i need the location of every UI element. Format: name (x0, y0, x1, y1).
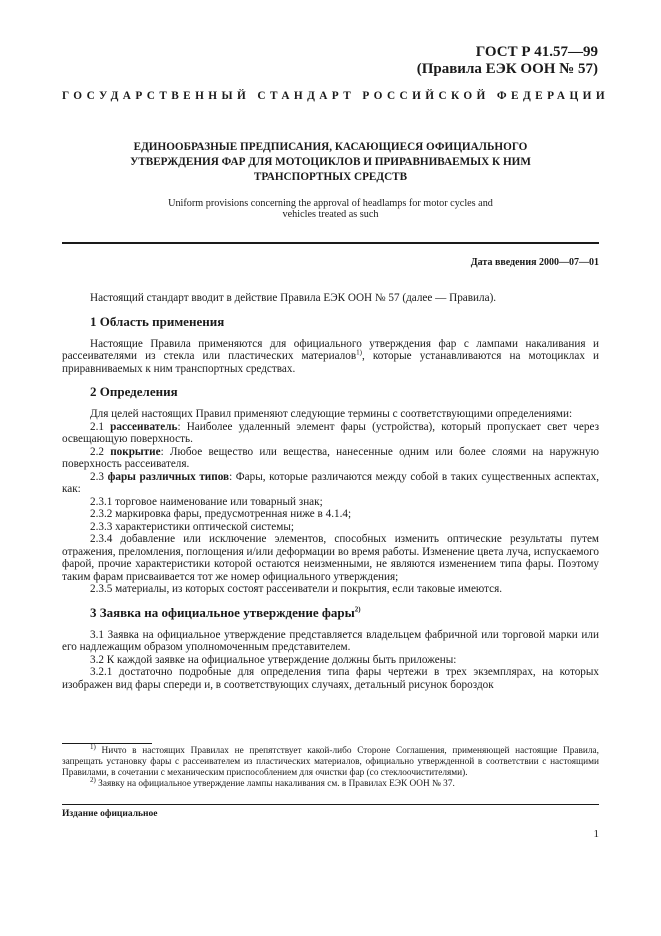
text: Заявку на официальное утверждение лампы накаливания см. в Правилах ЕЭК ООН № 37. (95, 779, 455, 789)
document-body (62, 292, 599, 691)
english-title-line: vehicles treated as such (282, 209, 379, 220)
introduction-date: Дата введения 2000—07—01 (470, 257, 599, 268)
definition-2-1 (62, 421, 599, 446)
clause-number: 2.2 (90, 445, 104, 458)
clause-number: 2.3 (90, 470, 104, 483)
clause-3-2: 3.2 К каждой заявке на официальное утверждение должны быть приложены: (90, 653, 457, 666)
standard-code: ГОСТ Р 41.57—99 (475, 44, 598, 60)
footnote-ref: 2) (354, 605, 361, 614)
footnote-mark: 1) (90, 742, 96, 751)
footnote-ref: 1) (356, 348, 362, 357)
title-line: УТВЕРЖДЕНИЯ ФАР ДЛЯ МОТОЦИКЛОВ И ПРИРАВНИВАЕМЫХ К НИМ (130, 156, 531, 168)
footnote-1 (62, 742, 599, 779)
clause-2-3-5: 2.3.5 материалы, из которых состоят рассеиватели и покрытия, если таковые имеются. (90, 583, 503, 595)
section-1-heading: 1 Область применения (90, 313, 225, 329)
english-title (130, 198, 531, 220)
rule-reference: (Правила ЕЭК ООН № 57) (416, 61, 598, 77)
clause-2-3-2: 2.3.2 маркировка фары, предусмотренная ниже в 4.1.4; (90, 508, 352, 520)
term: рассеиватель (110, 420, 178, 433)
text: , которые устанавливаются на мотоциклах и приравниваемых к ним транспортных средствах. (62, 350, 599, 375)
text: Настоящие Правила применяются для официального утверждения фар с лампами накаливания и рассеивателями из стекла или пластических материалов (62, 337, 599, 362)
text: Ничто в настоящих Правилах не препятствует какой-либо Стороне Соглашения, применяющей настоящие Правила, запрещать установку фары с рассеивателем из пластических материалов, официально утвержденной в соответствии с настоящими Правилами, в сочетании с механическим приспособлением для очистки фар (со стеклоочистителями). (62, 746, 599, 778)
clause-2-3-3: 2.3.3 характеристики оптической системы; (90, 520, 294, 533)
english-title-line: Uniform provisions concerning the approval of headlamps for motor cycles and (168, 198, 493, 209)
footer-divider (62, 804, 599, 805)
definition-2-2 (62, 446, 599, 471)
heading-text: 3 Заявка на официальное утверждение фары (90, 604, 355, 620)
document-title (90, 140, 571, 185)
standard-code-block (417, 44, 598, 78)
intro-paragraph: Настоящий стандарт вводит в действие Правила ЕЭК ООН № 57 (далее — Правила). (90, 292, 497, 304)
page-number: 1 (593, 828, 599, 840)
section-2-intro: Для целей настоящих Правил применяют следующие термины с соответствующими определениями: (90, 408, 573, 420)
footnotes (62, 742, 599, 790)
term: покрытие (110, 445, 161, 458)
official-edition-label: Издание официальное (62, 809, 158, 819)
clause-2-3-1: 2.3.1 торговое наименование или товарный знак; (90, 495, 323, 508)
text: : Фары, которые различаются между собой в таких существенных аспектах, как: (62, 470, 599, 495)
title-line: ТРАНСПОРТНЫХ СРЕДСТВ (253, 171, 408, 183)
section-2-heading: 2 Определения (90, 384, 178, 399)
section-3-heading (62, 605, 599, 620)
definition-2-3 (62, 471, 599, 496)
clause-number: 2.1 (90, 420, 104, 433)
section-1-paragraph (62, 338, 599, 376)
footnote-divider (62, 743, 152, 744)
title-line: ЕДИНООБРАЗНЫЕ ПРЕДПИСАНИЯ, КАСАЮЩИЕСЯ ОФИЦИАЛЬНОГО (133, 141, 528, 153)
clause-3-1: 3.1 Заявка на официальное утверждение представляется владельцем фабричной или торговой марки или его надлежащим образом уполномоченным представителем. (62, 628, 599, 653)
footnote-mark: 2) (90, 775, 96, 784)
clause-3-2-1: 3.2.1 достаточно подробные для определения типа фары чертежи в трех экземплярах, на которых изображен вид фары спереди и, в соответствующих случаях, детальный рисунок бороздок (62, 666, 599, 691)
term: фары различных типов (107, 470, 230, 483)
clause-2-3-4: 2.3.4 добавление или исключение элементов, способных изменить оптические результаты путем отражения, преломления, поглощения и/или деформации во время работы. Изменение цвета луча, испускаемого фарой, прочие характеристики которой остаются неизменными, не являются изменением типа фары. Поэтому таким фарам присваивается тот же номер официального утверждения; (62, 533, 599, 583)
text: : Любое вещество или вещества, нанесенные одним или более слоями на наружную поверхность рассеивателя. (62, 445, 599, 470)
footnote-2 (62, 775, 599, 790)
header-divider (62, 242, 599, 244)
text: : Наиболее удаленный элемент фары (устройства), который пропускает свет через освещающую поверхность. (62, 420, 600, 445)
state-standard-heading: ГОСУДАРСТВЕННЫЙ СТАНДАРТ РОССИЙСКОЙ ФЕДЕРАЦИИ (62, 90, 610, 102)
